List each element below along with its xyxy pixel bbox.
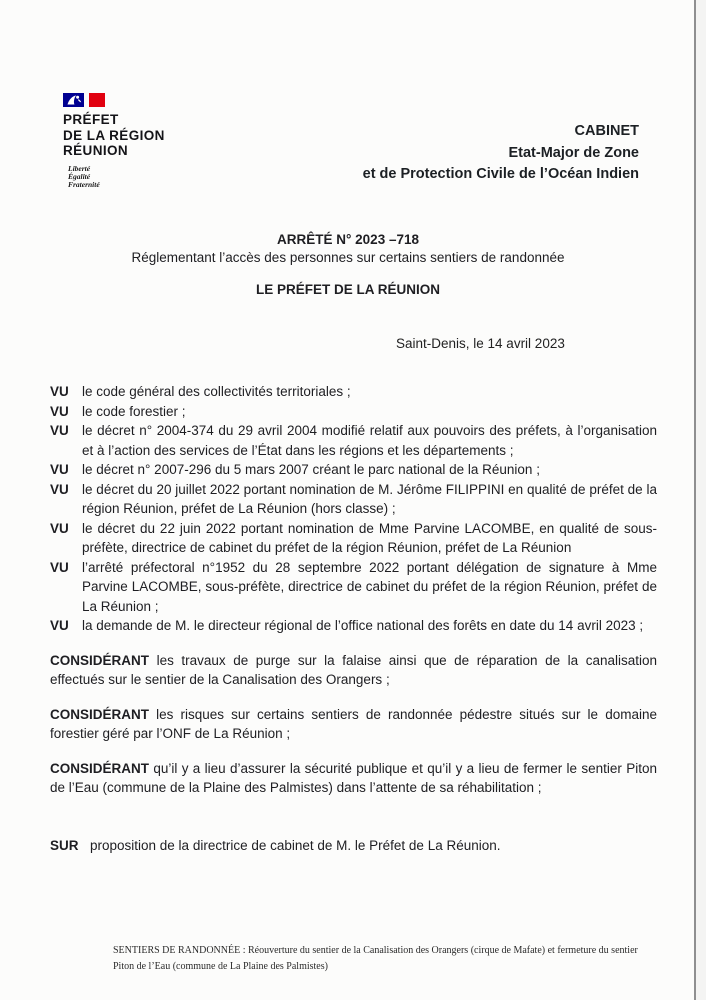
vu-label: VU: [50, 384, 69, 399]
motto-egalite: Égalité: [68, 171, 91, 181]
vu-label: VU: [50, 520, 69, 536]
logo-name-line1: PRÉFET: [63, 112, 119, 127]
considerant-text: les risques sur certains sentiers de randonnée pédestre situés sur le domaine forestier géré par l’ONF de La Réunion ;: [50, 706, 657, 741]
sur-label: SUR: [50, 837, 79, 853]
vu-text: la demande de M. le directeur régional de l’office national des forêts en date du 14 avril 2023 ;: [82, 618, 644, 633]
considerant-paragraph: [50, 651, 657, 690]
considerant-label: CONSIDÉRANT: [50, 760, 150, 776]
considerant-paragraph: [50, 759, 657, 798]
vu-text: le décret du 22 juin 2022 portant nomination de Mme Parvine LACOMBE, en qualité de sous-préfète, directrice de cabinet du préfet de la région Réunion, préfet de La Réunion: [82, 520, 657, 555]
office-line-protection-civile: et de Protection Civile de l’Océan Indien: [362, 166, 639, 182]
decree-issuer: LE PRÉFET DE LA RÉUNION: [255, 282, 440, 297]
vu-text: le décret n° 2007-296 du 5 mars 2007 créant le parc national de la Réunion ;: [82, 462, 540, 477]
vu-item: [50, 558, 657, 617]
sur-text: proposition de la directrice de cabinet de M. le Préfet de La Réunion.: [90, 837, 501, 853]
vu-item: [50, 480, 657, 519]
place-date-line: Saint-Denis, le 14 avril 2023: [396, 336, 565, 351]
scan-edge-line: [694, 0, 696, 1000]
vu-label: VU: [50, 481, 69, 497]
considerant-label: CONSIDÉRANT: [50, 652, 150, 668]
scan-margin: [696, 0, 706, 1000]
vu-item: [50, 519, 657, 558]
decree-subject: Réglementant l’accès des personnes sur certains sentiers de randonnée: [131, 250, 565, 265]
vu-text: le décret du 20 juillet 2022 portant nomination de M. Jérôme FILIPPINI en qualité de préfet de la région Réunion, préfet de La Réunion (hors classe) ;: [82, 481, 657, 516]
issuing-office-block: [363, 121, 639, 186]
decree-title-block: [0, 232, 696, 297]
prefecture-logo: [63, 93, 165, 189]
motto-fraternite: Fraternité: [68, 179, 100, 189]
vu-item: [50, 402, 657, 422]
logo-name-line3: RÉUNION: [63, 143, 129, 158]
vu-item: [50, 616, 657, 636]
french-flag-marianne-icon: [63, 93, 105, 107]
vu-label: VU: [50, 462, 69, 477]
vu-label: VU: [50, 423, 69, 438]
office-line-cabinet: CABINET: [574, 123, 639, 139]
considerant-label: CONSIDÉRANT: [50, 706, 150, 722]
vu-text: le code général des collectivités territoriales ;: [82, 384, 351, 399]
vu-item: [50, 382, 657, 402]
sur-paragraph: [50, 836, 657, 856]
vu-item: [50, 421, 657, 460]
considerant-paragraph: [50, 705, 657, 744]
considerant-text: les travaux de purge sur la falaise ainsi que de réparation de la canalisation effectués sur le sentier de la Canalisation des Orangers ;: [50, 652, 657, 687]
vu-label: VU: [50, 403, 69, 419]
republic-motto: [68, 165, 165, 189]
office-line-etat-major: Etat-Major de Zone: [508, 144, 639, 161]
vu-text: le décret n° 2004-374 du 29 avril 2004 modifié relatif aux pouvoirs des préfets, à l’organisation et à l’action des services de l’État dans les régions et les départements ;: [82, 423, 657, 458]
decree-body: [50, 382, 657, 855]
logo-name-line2: DE LA RÉGION: [63, 127, 165, 143]
considerant-text: qu’il y a lieu d’assurer la sécurité publique et qu’il y a lieu de fermer le sentier Piton de l’Eau (commune de la Plaine des Palmistes) dans l’attente de sa réhabilitation ;: [50, 760, 657, 795]
vu-text: le code forestier ;: [82, 403, 186, 419]
decree-number: ARRÊTÉ N° 2023 –718: [277, 232, 419, 247]
vu-label: VU: [50, 559, 69, 575]
vu-label: VU: [50, 618, 69, 633]
motto-liberte: Liberté: [68, 163, 91, 173]
vu-text: l’arrêté préfectoral n°1952 du 28 septembre 2022 portant délégation de signature à Mme Parvine LACOMBE, sous-préfète, directrice de cabinet du préfet de la région Réunion, préfet de La Réunion ;: [82, 559, 657, 614]
footer-subject-reference: SENTIERS DE RANDONNÉE : Réouverture du sentier de la Canalisation des Orangers (cirque de Mafate) et fermeture du sentier Piton de l’Eau (commune de La Plaine des Palmistes): [113, 945, 638, 972]
vu-item: [50, 460, 657, 480]
